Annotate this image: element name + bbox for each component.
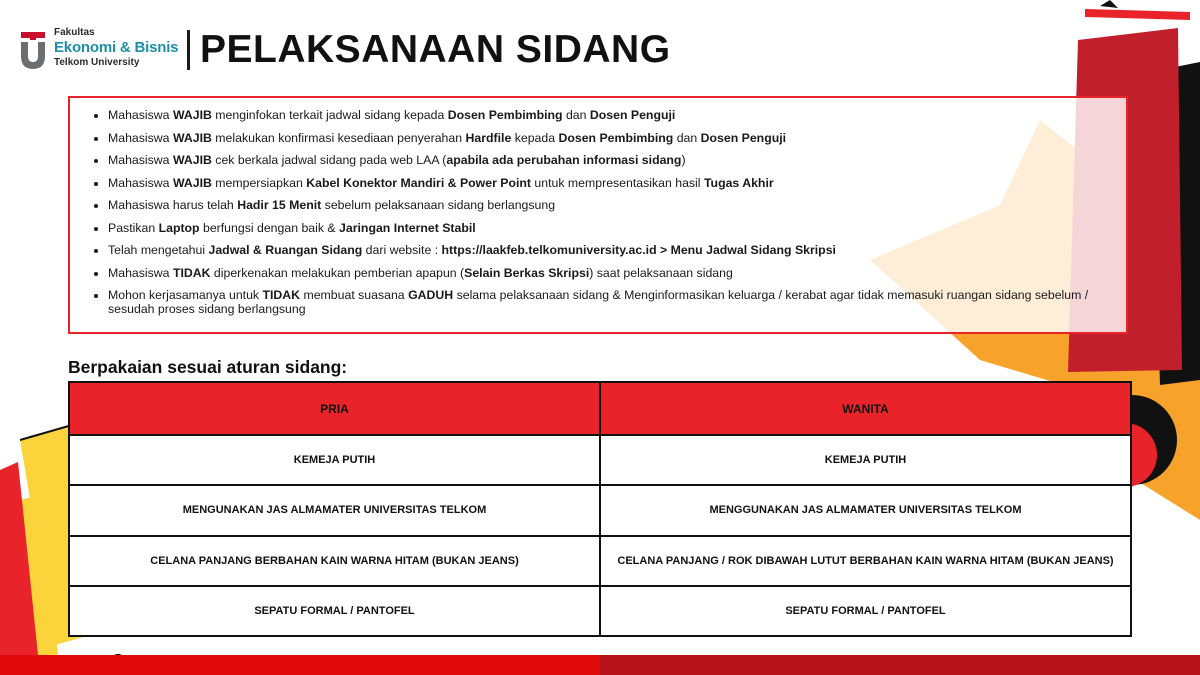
rule-emphasis: WAJIB bbox=[172, 175, 212, 190]
rule-emphasis: TIDAK bbox=[172, 265, 211, 280]
table-cell: MENGGUNAKAN JAS ALMAMATER UNIVERSITAS TELKOM bbox=[600, 485, 1131, 535]
rule-emphasis: https://laakfeb.telkomuniversity.ac.id > Menu Jadwal Sidang Skripsi bbox=[441, 243, 836, 257]
rule-text: membuat suasana bbox=[300, 288, 409, 302]
rule-text: menginfokan terkait jadwal sidang kepada bbox=[211, 108, 448, 122]
rule-emphasis: Dosen Pembimbing bbox=[558, 130, 674, 145]
logo-line-ekonomi-bisnis: Ekonomi & Bisnis bbox=[54, 39, 179, 56]
rule-text: cek berkala jadwal sidang pada web LAA ( bbox=[211, 153, 447, 167]
rule-text: melakukan konfirmasi kesediaan penyerahan bbox=[211, 130, 466, 145]
rule-emphasis: Jaringan Internet Stabil bbox=[339, 220, 476, 235]
column-header-pria: PRIA bbox=[69, 382, 600, 435]
rule-item bbox=[108, 153, 1106, 167]
rule-text: ) bbox=[681, 153, 686, 167]
rule-text: selama pelaksanaan sidang & Menginformasikan keluarga / kerabat agar tidak memasuki ruangan sidang sebelum / sesudah proses sidang berlangsung bbox=[108, 288, 1089, 316]
faculty-logo bbox=[20, 28, 190, 72]
logo-line-fakultas: Fakultas bbox=[54, 27, 95, 38]
rules-panel bbox=[68, 96, 1128, 334]
rule-item bbox=[108, 198, 1106, 212]
rule-item bbox=[108, 266, 1106, 280]
rule-text: untuk mempresentasikan hasil bbox=[531, 175, 704, 190]
rule-emphasis: Hardfile bbox=[465, 130, 512, 145]
rule-emphasis: WAJIB bbox=[172, 108, 212, 122]
rule-text: Mahasiswa bbox=[108, 130, 173, 145]
table-cell: SEPATU FORMAL / PANTOFEL bbox=[69, 586, 600, 636]
rule-text: Mahasiswa bbox=[108, 108, 173, 122]
rule-text: Telah mengetahui bbox=[108, 243, 209, 257]
rule-emphasis: WAJIB bbox=[172, 130, 212, 145]
rule-text: dan bbox=[673, 130, 701, 145]
table-row bbox=[69, 435, 1131, 485]
rule-item bbox=[108, 176, 1106, 190]
rule-text: dari website : bbox=[362, 243, 442, 257]
rule-text: Pastikan bbox=[108, 220, 159, 235]
rule-emphasis: Jadwal & Ruangan Sidang bbox=[208, 243, 363, 257]
page-title: PELAKSANAAN SIDANG bbox=[200, 28, 671, 71]
footer-bar-left bbox=[0, 655, 600, 675]
rule-text: Mahasiswa bbox=[108, 153, 173, 167]
table-row bbox=[69, 586, 1131, 636]
rule-item bbox=[108, 108, 1106, 122]
table-row bbox=[69, 485, 1131, 535]
rule-emphasis: Selain Berkas Skripsi bbox=[464, 265, 590, 280]
table-cell: CELANA PANJANG BERBAHAN KAIN WARNA HITAM (BUKAN JEANS) bbox=[69, 536, 600, 586]
rule-text: Mahasiswa bbox=[108, 265, 173, 280]
rule-emphasis: Dosen Pembimbing bbox=[447, 108, 563, 122]
rule-text: kepada bbox=[511, 130, 559, 145]
footer-bar-right bbox=[600, 655, 1200, 675]
footer-bar bbox=[0, 655, 1200, 675]
rule-item bbox=[108, 131, 1106, 145]
rule-emphasis: Dosen Penguji bbox=[589, 108, 676, 122]
deco-top-stripe-dark bbox=[1100, 0, 1118, 8]
rule-item bbox=[108, 221, 1106, 235]
deco-top-stripe bbox=[1085, 9, 1190, 20]
telkom-university-logo-icon bbox=[20, 30, 46, 70]
logo-line-telkom-university: Telkom University bbox=[54, 57, 140, 68]
rule-text: Mahasiswa harus telah bbox=[108, 198, 238, 212]
rule-text: dan bbox=[562, 108, 590, 122]
rule-emphasis: Hadir 15 Menit bbox=[237, 198, 322, 212]
rule-text: Mahasiswa bbox=[108, 175, 173, 190]
table-row bbox=[69, 536, 1131, 586]
rule-emphasis: GADUH bbox=[408, 288, 454, 302]
rules-list bbox=[70, 98, 1126, 316]
rule-text: sebelum pelaksanaan sidang berlangsung bbox=[321, 198, 556, 212]
table-cell: SEPATU FORMAL / PANTOFEL bbox=[600, 586, 1131, 636]
dress-code-heading: Berpakaian sesuai aturan sidang: bbox=[68, 357, 348, 377]
rule-item bbox=[108, 288, 1106, 316]
rule-text: berfungsi dengan baik & bbox=[199, 220, 340, 235]
rule-emphasis: WAJIB bbox=[172, 153, 212, 167]
rule-item bbox=[108, 243, 1106, 257]
rule-emphasis: apabila ada perubahan informasi sidang bbox=[446, 153, 682, 167]
title-divider bbox=[187, 30, 190, 70]
column-header-wanita: WANITA bbox=[600, 382, 1131, 435]
rule-text: diperkenakan melakukan pemberian apapun ( bbox=[210, 265, 465, 280]
table-cell: KEMEJA PUTIH bbox=[69, 435, 600, 485]
rule-emphasis: TIDAK bbox=[262, 288, 301, 302]
table-cell: MENGUNAKAN JAS ALMAMATER UNIVERSITAS TELKOM bbox=[69, 485, 600, 535]
table-cell: CELANA PANJANG / ROK DIBAWAH LUTUT BERBAHAN KAIN WARNA HITAM (BUKAN JEANS) bbox=[600, 536, 1131, 586]
table-cell: KEMEJA PUTIH bbox=[600, 435, 1131, 485]
rule-text: mempersiapkan bbox=[211, 175, 307, 190]
rule-emphasis: Laptop bbox=[158, 220, 200, 235]
rule-text: Mohon kerjasamanya untuk bbox=[108, 288, 263, 302]
rule-emphasis: Tugas Akhir bbox=[703, 175, 774, 190]
rule-text: ) saat pelaksanaan sidang bbox=[589, 265, 733, 280]
rule-emphasis: Dosen Penguji bbox=[700, 130, 787, 145]
dress-code-table bbox=[68, 381, 1132, 637]
rule-emphasis: Kabel Konektor Mandiri & Power Point bbox=[306, 175, 532, 190]
table-header-row bbox=[69, 382, 1131, 435]
